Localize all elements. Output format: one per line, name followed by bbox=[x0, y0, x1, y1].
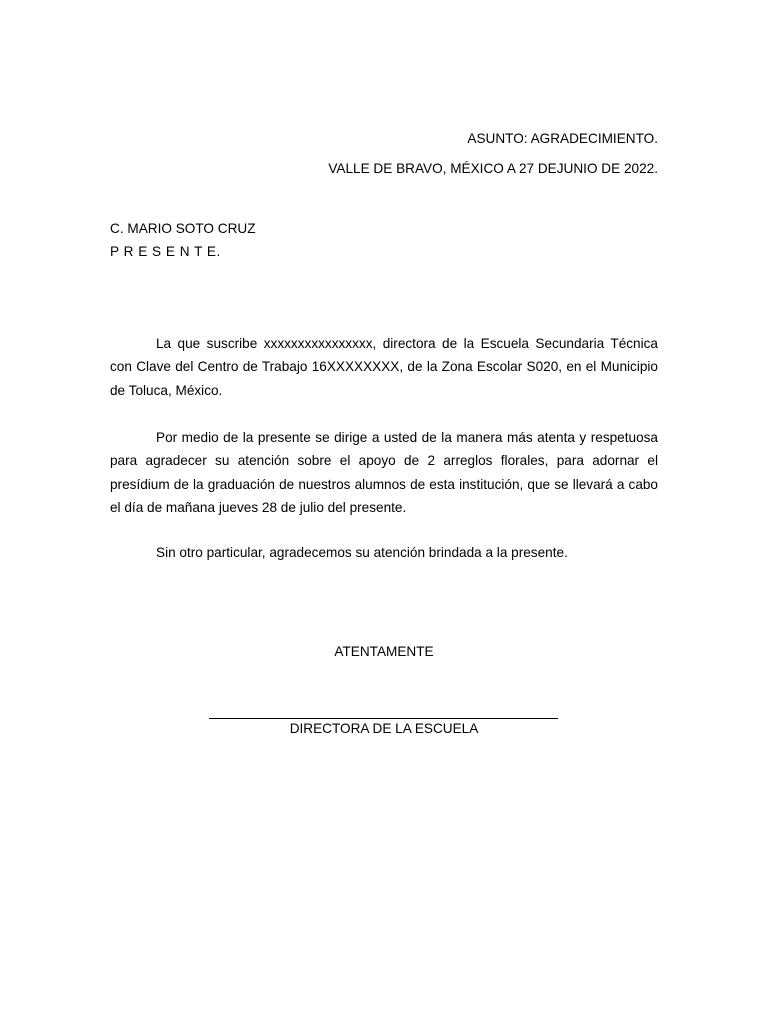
letter-place-date: VALLE DE BRAVO, MÉXICO A 27 DEJUNIO DE 2022. bbox=[328, 161, 658, 176]
signature-line bbox=[209, 718, 558, 719]
letter-subject: ASUNTO: AGRADECIMIENTO. bbox=[467, 131, 658, 146]
closing-atentamente: ATENTAMENTE bbox=[334, 644, 434, 659]
paragraph-closing-remark: Sin otro particular, agradecemos su atención brindada a la presente. bbox=[156, 545, 568, 560]
signature-title: DIRECTORA DE LA ESCUELA bbox=[289, 721, 479, 736]
recipient-salutation: P R E S E N T E. bbox=[110, 244, 221, 259]
paragraph-introduction: La que suscribe xxxxxxxxxxxxxxxx, directora de la Escuela Secundaria Técnica con Clave del Centro de Trabajo 16XXXXXXXX, de la Zona Escolar S020, en el Municipio de Toluca, México. bbox=[110, 336, 658, 398]
recipient-name: C. MARIO SOTO CRUZ bbox=[110, 221, 256, 236]
paragraph-gratitude: Por medio de la presente se dirige a usted de la manera más atenta y respetuosa para agradecer su atención sobre el apoyo de 2 arreglos florales, para adornar el presídium de la graduación de nuestros alumnos de esta institución, que se llevará a cabo el día de mañana jueves 28 de julio del presente. bbox=[110, 430, 658, 515]
